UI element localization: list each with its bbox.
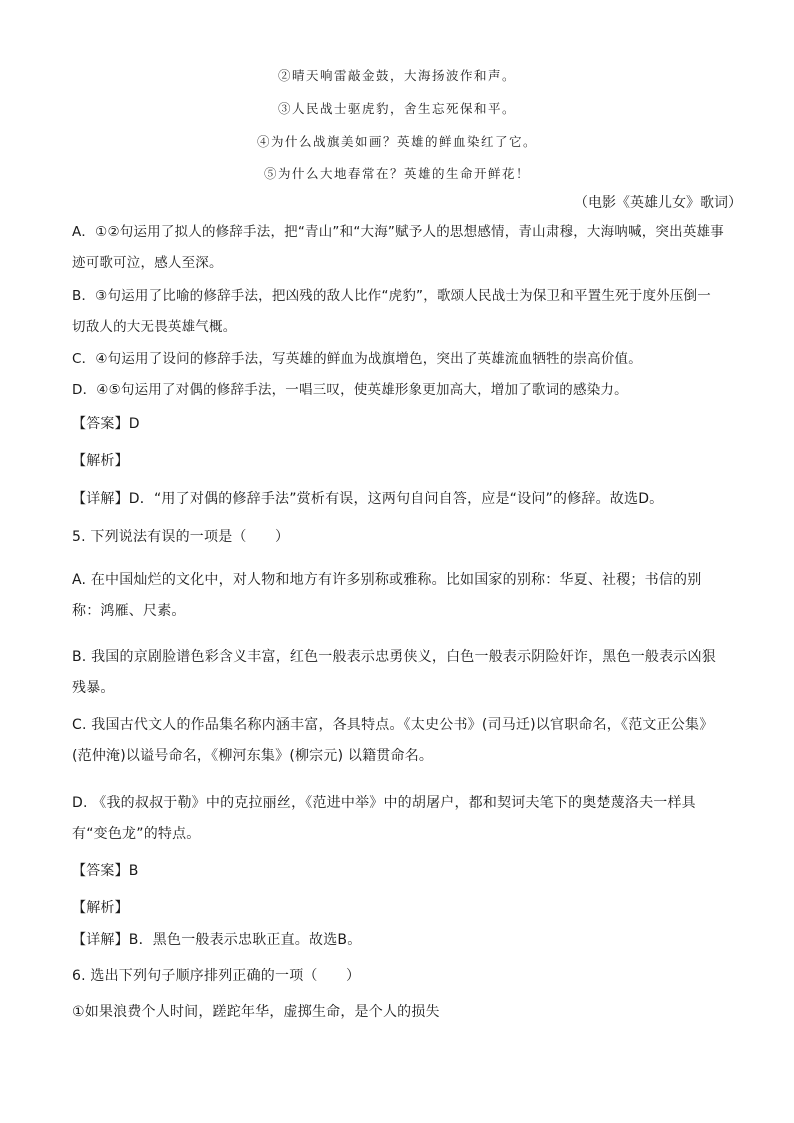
q4-option-b: B．③句运用了比喻的修辞手法，把凶残的敌人比作“虎豹”，歌颂人民战士为保卫和平置生死于度外压倒一切敌人的大无畏英雄气概。	[72, 288, 711, 335]
q4-option-a: A．①②句运用了拟人的修辞手法，把“青山”和“大海”赋予人的思想感情，青山肃穆，大海呐喊，突出英雄事迹可歌可泣，感人至深。	[72, 224, 724, 271]
q5-option-b: B. 我国的京剧脸谱色彩含义丰富，红色一般表示忠勇侠义，白色一般表示阴险奸诈，黑色一般表示凶狠残暴。	[72, 649, 716, 696]
poem-line-2: ②晴天响雷敲金鼓，大海扬波作和声。	[277, 68, 516, 83]
q4-option-d: D．④⑤句运用了对偶的修辞手法，一唱三叹，使英雄形象更加高大，增加了歌词的感染力。	[72, 382, 628, 398]
q4-option-c: C．④句运用了设问的修辞手法，写英雄的鲜血为战旗增色，突出了英雄流血牺牲的崇高价值。	[72, 351, 642, 367]
poem-line-3: ③人民战士驱虎豹，舍生忘死保和平。	[277, 101, 516, 116]
q5-option-c: C. 我国古代文人的作品集名称内涵丰富，各具特点。《太史公书》(司马迁)以官职命名，《范文正公集》(范仲淹)以谥号命名，《柳河东集》(柳宗元) 以籍贯命名。	[72, 717, 714, 764]
q6-stem: 6. 选出下列句子顺序排列正确的一项（ ）	[72, 968, 361, 984]
q5-option-d: D. 《我的叔叔于勒》中的克拉丽丝，《范进中举》中的胡屠户，都和契诃夫笔下的奥楚蔑洛夫一样具有“变色龙”的特点。	[72, 795, 696, 842]
poem-line-5: ⑤为什么大地春常在？英雄的生命开鲜花！	[263, 166, 530, 181]
poem-line-4: ④为什么战旗美如画？英雄的鲜血染红了它。	[256, 134, 537, 149]
q5-analysis: 【解析】	[72, 900, 129, 916]
q4-detail: 【详解】D．“用了对偶的修辞手法”赏析有误，这两句自问自答，应是“设问”的修辞。故选D。	[72, 491, 664, 507]
q5-option-a: A. 在中国灿烂的文化中，对人物和地方有许多别称或雅称。比如国家的别称：华夏、社稷；书信的别称：鸿雁、尺素。	[72, 572, 702, 619]
q6-line-1: ①如果浪费个人时间，蹉跎年华，虚掷生命，是个人的损失	[72, 1004, 440, 1020]
q4-analysis: 【解析】	[72, 453, 129, 469]
q5-stem: 5. 下列说法有误的一项是（ ）	[72, 529, 290, 545]
q4-answer: 【答案】D	[72, 416, 140, 432]
q5-answer: 【答案】B	[72, 863, 139, 879]
lyrics-source: （电影《英雄儿女》歌词）	[574, 195, 742, 211]
q5-detail: 【详解】B．黑色一般表示忠耿正直。故选B。	[72, 932, 362, 948]
